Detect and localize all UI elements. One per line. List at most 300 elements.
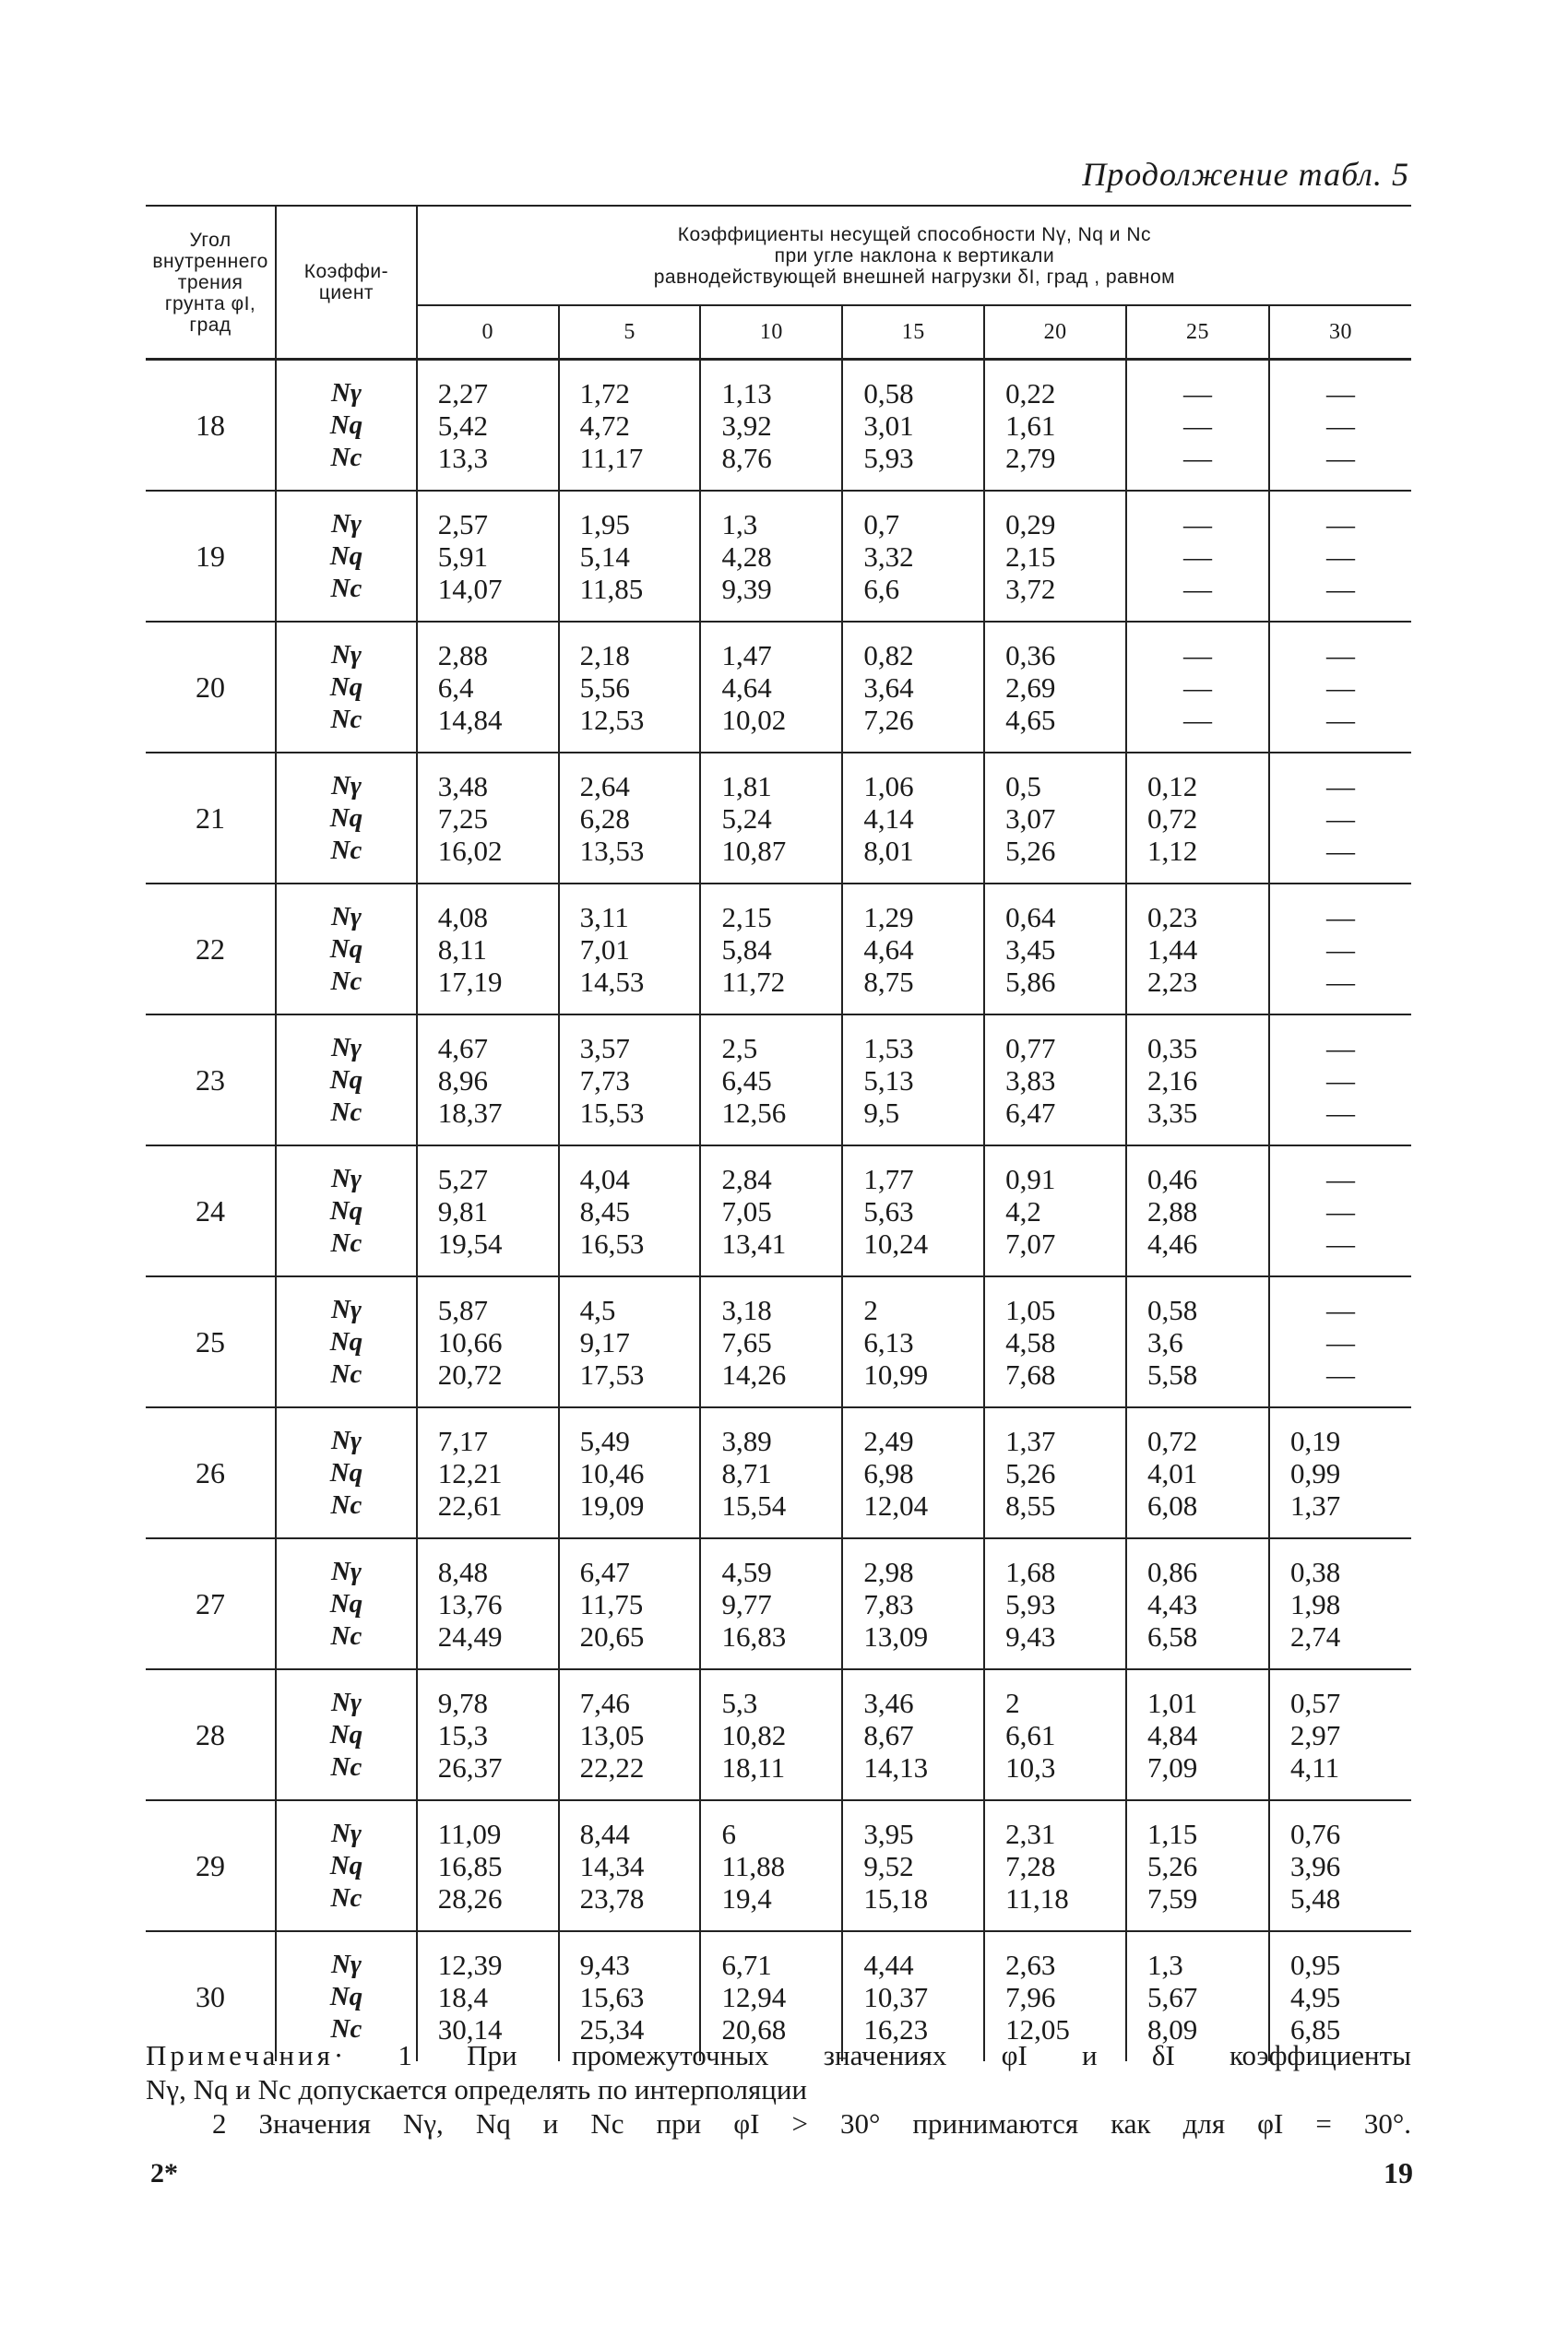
angle-header-cell: 5 [559,305,701,360]
note-1: Примечания· 1 При промежуточных значениях φI и δI коэффициенты [146,2039,1412,2071]
coefficient-value: — [1326,441,1355,474]
coefficient-value: 7,73 [579,1063,630,1097]
coefficient-value: 19,09 [579,1489,645,1522]
coefficient-label: Nγ [330,1556,362,1586]
coefficient-values-cell [1269,1145,1411,1276]
coefficient-value: 2,49 [863,1424,914,1457]
coefficient-value: 0,77 [1005,1031,1056,1064]
coefficient-value: 11,17 [579,441,644,474]
coefficient-label: Nc [330,704,362,734]
coefficient-value: 14,26 [721,1358,787,1391]
coefficient-value: 10,46 [579,1456,645,1489]
coefficient-value: 8,96 [437,1063,489,1097]
coefficient-value: 0,58 [1147,1293,1198,1326]
coefficient-value: 15,18 [863,1881,929,1915]
angle-header-cell: 20 [984,305,1126,360]
coefficient-value: 4,11 [1290,1750,1340,1784]
coefficient-value: 6,71 [721,1948,772,1981]
coefficient-values-cell [842,1800,984,1931]
coefficient-value: 5,93 [863,441,914,474]
coefficient-value: 17,53 [579,1358,645,1391]
coefficient-values-cell [559,1407,701,1538]
coefficient-value: 1,37 [1290,1489,1341,1522]
coefficient-value: 13,3 [437,441,489,474]
coefficient-value: 0,91 [1005,1162,1056,1195]
coefficient-label: Nγ [330,1687,362,1717]
coefficient-value: 5,49 [579,1424,630,1457]
coefficient-value: 5,13 [863,1063,914,1097]
coefficient-values-cell [842,1669,984,1800]
coefficient-value: 5,48 [1290,1881,1341,1915]
coefficient-values-cell [417,753,559,884]
coefficient-label: Nq [329,802,363,833]
coefficient-value: 0,12 [1147,769,1198,802]
coefficient-value: 1,44 [1147,932,1198,966]
coefficient-value: — [1326,1096,1355,1129]
friction-angle-cell: 18 [146,360,276,492]
coefficient-value: 10,02 [721,703,787,736]
coefficient-label: Nq [329,1719,363,1750]
coefficient-values-cell [984,622,1126,753]
coefficient-value: 26,37 [437,1750,503,1784]
coefficient-value: 2,5 [721,1031,758,1064]
coefficient-value: 9,43 [1005,1619,1056,1653]
friction-angle-cell: 27 [146,1538,276,1669]
coefficient-value: 3,95 [863,1817,914,1850]
coefficient-value: 16,02 [437,834,503,867]
coefficient-value: — [1183,572,1213,605]
coefficient-value: 5,84 [721,932,772,966]
coefficient-values-cell [984,753,1126,884]
coefficient-values-cell [1126,1669,1269,1800]
coefficient-value: 8,45 [579,1194,630,1228]
table-row [146,1407,1411,1538]
coefficient-value: 4,67 [437,1031,489,1064]
coefficient-value: 0,57 [1290,1686,1341,1719]
coefficient-value: 2,97 [1290,1718,1341,1751]
coefficient-value: 23,78 [579,1881,645,1915]
coefficient-label: Nc [330,2013,362,2044]
angle-header-cell: 15 [842,305,984,360]
table-row [146,753,1411,884]
coefficient-value: 5,58 [1147,1358,1198,1391]
coefficient-labels-cell [276,1145,417,1276]
coefficient-value: 19,54 [437,1227,503,1260]
coefficient-value: — [1326,1031,1355,1064]
angle-header-cell: 30 [1269,305,1411,360]
coefficient-value: 12,94 [721,1980,787,2013]
coefficient-label: Nγ [330,1818,362,1848]
friction-angle-cell: 20 [146,622,276,753]
coefficient-labels-cell [276,1800,417,1931]
coefficient-value: 17,19 [437,965,503,998]
table-row [146,360,1411,492]
coefficient-value: 15,54 [721,1489,787,1522]
coefficient-value: 7,46 [579,1686,630,1719]
coefficient-label: Nq [329,540,363,571]
coefficient-value: 0,46 [1147,1162,1198,1195]
coefficient-value: 12,53 [579,703,645,736]
coefficient-label: Nc [330,573,362,603]
coefficient-value: 13,53 [579,834,645,867]
coefficient-value: 1,98 [1290,1587,1341,1620]
coefficient-value: 2,64 [579,769,630,802]
coefficient-values-cell [1126,360,1269,492]
coefficient-value: 5,63 [863,1194,914,1228]
coefficient-values-cell [984,884,1126,1014]
coefficient-value: 16,23 [863,2012,929,2046]
angle-header-cell: 10 [700,305,842,360]
coefficient-values-cell [559,1014,701,1145]
coefficient-value: 3,32 [863,540,914,573]
coefficient-values-cell [842,360,984,492]
coefficient-value: 7,01 [579,932,630,966]
coefficient-values-cell [417,491,559,622]
coefficient-value: 0,72 [1147,1424,1198,1457]
coefficient-value: 2,84 [721,1162,772,1195]
coefficient-label: Nγ [330,770,362,801]
coefficient-value: — [1183,540,1213,573]
coefficient-value: — [1326,1194,1355,1228]
coefficient-value: 4,28 [721,540,772,573]
coefficient-value: 18,37 [437,1096,503,1129]
page-number: 19 [1384,2156,1413,2189]
coefficient-value: 8,71 [721,1456,772,1489]
friction-angle-cell: 29 [146,1800,276,1931]
header-coefficient: Коэффи- циент [276,206,417,360]
coefficient-value: 18,4 [437,1980,489,2013]
coefficient-values-cell [559,1538,701,1669]
table-row [146,1669,1411,1800]
coefficient-value: 9,43 [579,1948,630,1981]
coefficient-value: 0,7 [863,507,900,540]
coefficient-values-cell [1269,1669,1411,1800]
table-row [146,1276,1411,1407]
coefficient-value: — [1183,409,1213,442]
coefficient-value: 12,21 [437,1456,503,1489]
coefficient-value: 12,05 [1005,2012,1070,2046]
coefficient-values-cell [1269,1014,1411,1145]
coefficient-value: 3,6 [1147,1325,1183,1358]
coefficient-value: 11,88 [721,1849,786,1882]
coefficient-label: Nc [330,442,362,472]
coefficient-values-cell [700,1145,842,1276]
coefficient-values-cell [559,360,701,492]
coefficient-value: 13,76 [437,1587,503,1620]
coefficient-values-cell [842,1145,984,1276]
coefficient-value: 20,68 [721,2012,787,2046]
coefficient-label: Nγ [330,1294,362,1324]
coefficient-value: 4,95 [1290,1980,1341,2013]
coefficient-value: 8,67 [863,1718,914,1751]
coefficient-value: 2,15 [721,900,772,933]
coefficient-value: 7,83 [863,1587,914,1620]
coefficient-value: 5,86 [1005,965,1056,998]
coefficient-label: Nγ [330,377,362,408]
coefficient-value: 5,67 [1147,1980,1198,2013]
table-row [146,622,1411,753]
coefficient-value: 7,05 [721,1194,772,1228]
coefficient-value: 7,17 [437,1424,489,1457]
coefficient-values-cell [559,491,701,622]
coefficient-value: 14,34 [579,1849,645,1882]
coefficient-value: — [1326,932,1355,966]
coefficient-value: 8,09 [1147,2012,1198,2046]
coefficient-labels-cell [276,360,417,492]
coefficient-value: — [1326,1227,1355,1260]
coefficient-value: 8,48 [437,1555,489,1588]
coefficient-value: 8,55 [1005,1489,1056,1522]
coefficient-value: — [1326,507,1355,540]
coefficient-values-cell [842,1014,984,1145]
coefficient-label: Nγ [330,508,362,539]
coefficient-value: 4,04 [579,1162,630,1195]
coefficient-label: Nq [329,1981,363,2011]
coefficient-value: 4,84 [1147,1718,1198,1751]
table-body [146,360,1411,2062]
coefficient-value: 7,96 [1005,1980,1056,2013]
coefficient-values-cell [1269,491,1411,622]
coefficient-values-cell [1126,622,1269,753]
coefficient-value: 12,39 [437,1948,503,1981]
table-row [146,1145,1411,1276]
coefficient-value: — [1326,900,1355,933]
coefficient-value: — [1326,703,1355,736]
coefficient-value: 6,13 [863,1325,914,1358]
coefficient-value: 0,72 [1147,801,1198,835]
coefficient-label: Nγ [330,1425,362,1455]
coefficient-value: 0,64 [1005,900,1056,933]
coefficient-value: 3,57 [579,1031,630,1064]
coefficient-value: 7,68 [1005,1358,1056,1391]
coefficient-value: 24,49 [437,1619,503,1653]
friction-angle-cell: 28 [146,1669,276,1800]
coefficient-values-cell [417,1669,559,1800]
coefficient-value: 9,5 [863,1096,900,1129]
coefficient-value: 11,72 [721,965,786,998]
coefficient-label: Nq [329,933,363,964]
coefficient-value: 1,72 [579,376,630,409]
friction-angle-cell: 26 [146,1407,276,1538]
coefficient-values-cell [417,1800,559,1931]
coefficient-values-cell [984,360,1126,492]
coefficient-labels-cell [276,884,417,1014]
coefficient-value: 5,26 [1005,834,1056,867]
coefficient-value: 30,14 [437,2012,503,2046]
coefficient-value: — [1326,1063,1355,1097]
coefficient-value: 9,39 [721,572,772,605]
coefficient-value: 18,11 [721,1750,786,1784]
coefficient-label: Nc [330,1097,362,1127]
coefficient-value: — [1326,1325,1355,1358]
coefficient-values-cell [1126,491,1269,622]
coefficient-value: 0,23 [1147,900,1198,933]
coefficient-value: 3,46 [863,1686,914,1719]
coefficient-value: 0,29 [1005,507,1056,540]
coefficient-value: 9,81 [437,1194,489,1228]
coefficient-values-cell [700,1276,842,1407]
coefficient-value: 0,19 [1290,1424,1341,1457]
coefficient-value: — [1326,769,1355,802]
coefficient-values-cell [417,360,559,492]
coefficient-label: Nγ [330,1032,362,1062]
coefficient-value: 4,01 [1147,1456,1198,1489]
coefficient-value: 8,44 [579,1817,630,1850]
coefficient-value: 20,65 [579,1619,645,1653]
coefficient-values-cell [1269,1276,1411,1407]
coefficient-value: 3,18 [721,1293,772,1326]
header-friction-angle: Угол внутреннего трения грунта φI, град [146,206,276,360]
coefficient-values-cell [417,884,559,1014]
coefficient-value: 8,11 [437,932,487,966]
coefficient-value: 7,65 [721,1325,772,1358]
table-row [146,1538,1411,1669]
coefficient-value: — [1326,1293,1355,1326]
coefficient-value: 3,92 [721,409,772,442]
coefficient-value: 3,01 [863,409,914,442]
coefficient-values-cell [1269,360,1411,492]
coefficient-value: 1,77 [863,1162,914,1195]
coefficient-values-cell [984,1407,1126,1538]
coefficient-value: 10,87 [721,834,787,867]
coefficient-values-cell [984,1014,1126,1145]
coefficient-label: Nc [330,1489,362,1520]
friction-angle-cell: 23 [146,1014,276,1145]
coefficient-value: 5,56 [579,670,630,704]
coefficient-value: 12,56 [721,1096,787,1129]
coefficient-value: 3,45 [1005,932,1056,966]
coefficient-value: 2,63 [1005,1948,1056,1981]
coefficient-value: 0,82 [863,638,914,671]
coefficient-value: 7,59 [1147,1881,1198,1915]
coefficient-value: 1,68 [1005,1555,1056,1588]
coefficient-value: 7,26 [863,703,914,736]
coefficient-value: 2,74 [1290,1619,1341,1653]
coefficient-value: 10,82 [721,1718,787,1751]
table-row [146,1800,1411,1931]
coefficient-value: 3,48 [437,769,489,802]
bearing-capacity-table [146,205,1411,2061]
coefficient-label: Nq [329,1195,363,1226]
coefficient-value: 20,72 [437,1358,503,1391]
coefficient-value: 4,2 [1005,1194,1041,1228]
coefficient-value: 3,83 [1005,1063,1056,1097]
coefficient-values-cell [1269,1800,1411,1931]
coefficient-value: 22,61 [437,1489,503,1522]
angle-header-cell: 25 [1126,305,1269,360]
coefficient-value: 16,85 [437,1849,503,1882]
coefficient-value: 1,06 [863,769,914,802]
coefficient-values-cell [1269,622,1411,753]
coefficient-value: 5,26 [1147,1849,1198,1882]
coefficient-value: 1,61 [1005,409,1056,442]
coefficient-label: Nc [330,1228,362,1258]
coefficient-value: 16,83 [721,1619,787,1653]
coefficient-label: Nγ [330,901,362,931]
coefficient-value: 1,13 [721,376,772,409]
coefficient-values-cell [984,1800,1126,1931]
coefficient-value: 9,77 [721,1587,772,1620]
coefficient-value: — [1326,638,1355,671]
coefficient-labels-cell [276,1276,417,1407]
coefficient-value: 5,3 [721,1686,758,1719]
coefficient-values-cell [842,491,984,622]
coefficient-value: 11,18 [1005,1881,1069,1915]
coefficient-value: 10,99 [863,1358,929,1391]
coefficient-values-cell [700,753,842,884]
coefficient-value: 1,81 [721,769,772,802]
coefficient-value: 3,64 [863,670,914,704]
coefficient-value: 6 [721,1817,736,1850]
coefficient-value: 5,24 [721,801,772,835]
coefficient-value: — [1326,965,1355,998]
coefficient-value: 2,79 [1005,441,1056,474]
coefficient-value: 3,07 [1005,801,1056,835]
coefficient-label: Nc [330,1751,362,1782]
coefficient-values-cell [559,1669,701,1800]
table-row [146,491,1411,622]
coefficient-values-cell [700,1538,842,1669]
coefficient-value: 6,45 [721,1063,772,1097]
angle-header-cell: 0 [417,305,559,360]
coefficient-labels-cell [276,622,417,753]
coefficient-value: 3,35 [1147,1096,1198,1129]
coefficient-value: 4,14 [863,801,914,835]
coefficient-value: 7,28 [1005,1849,1056,1882]
coefficient-values-cell [417,1145,559,1276]
coefficient-value: 4,58 [1005,1325,1056,1358]
coefficient-value: 6,58 [1147,1619,1198,1653]
coefficient-value: 4,64 [721,670,772,704]
note-1-continuation: Nγ, Nq и Nc допускается определять по интерполяции [146,2073,808,2106]
coefficient-values-cell [1269,884,1411,1014]
coefficient-values-cell [1269,753,1411,884]
coefficient-value: 1,53 [863,1031,914,1064]
coefficient-value: 5,91 [437,540,489,573]
coefficient-value: 1,29 [863,900,914,933]
coefficient-values-cell [842,622,984,753]
coefficient-value: 0,36 [1005,638,1056,671]
coefficient-value: 0,22 [1005,376,1056,409]
coefficient-value: 13,05 [579,1718,645,1751]
coefficient-label: Nc [330,1620,362,1651]
coefficient-value: 3,89 [721,1424,772,1457]
coefficient-label: Nγ [330,1163,362,1193]
coefficient-labels-cell [276,491,417,622]
coefficient-value: 13,09 [863,1619,929,1653]
coefficient-label: Nq [329,1457,363,1488]
coefficient-value: — [1326,834,1355,867]
coefficient-value: 8,76 [721,441,772,474]
coefficient-value: — [1326,670,1355,704]
coefficient-value: 0,99 [1290,1456,1341,1489]
coefficient-value: 1,01 [1147,1686,1198,1719]
coefficient-value: 6,08 [1147,1489,1198,1522]
table-continuation-caption: Продолжение табл. 5 [1082,156,1409,193]
coefficient-value: — [1183,670,1213,704]
coefficient-value: 2,23 [1147,965,1198,998]
coefficient-value: 14,84 [437,703,503,736]
signature-mark: 2* [150,2158,178,2189]
coefficient-value: 1,47 [721,638,772,671]
coefficient-value: — [1326,1358,1355,1391]
coefficient-value: 19,4 [721,1881,772,1915]
coefficient-label: Nc [330,835,362,865]
coefficient-values-cell [1269,1407,1411,1538]
coefficient-value: 1,15 [1147,1817,1198,1850]
coefficient-value: 2 [1005,1686,1020,1719]
coefficient-labels-cell [276,1538,417,1669]
